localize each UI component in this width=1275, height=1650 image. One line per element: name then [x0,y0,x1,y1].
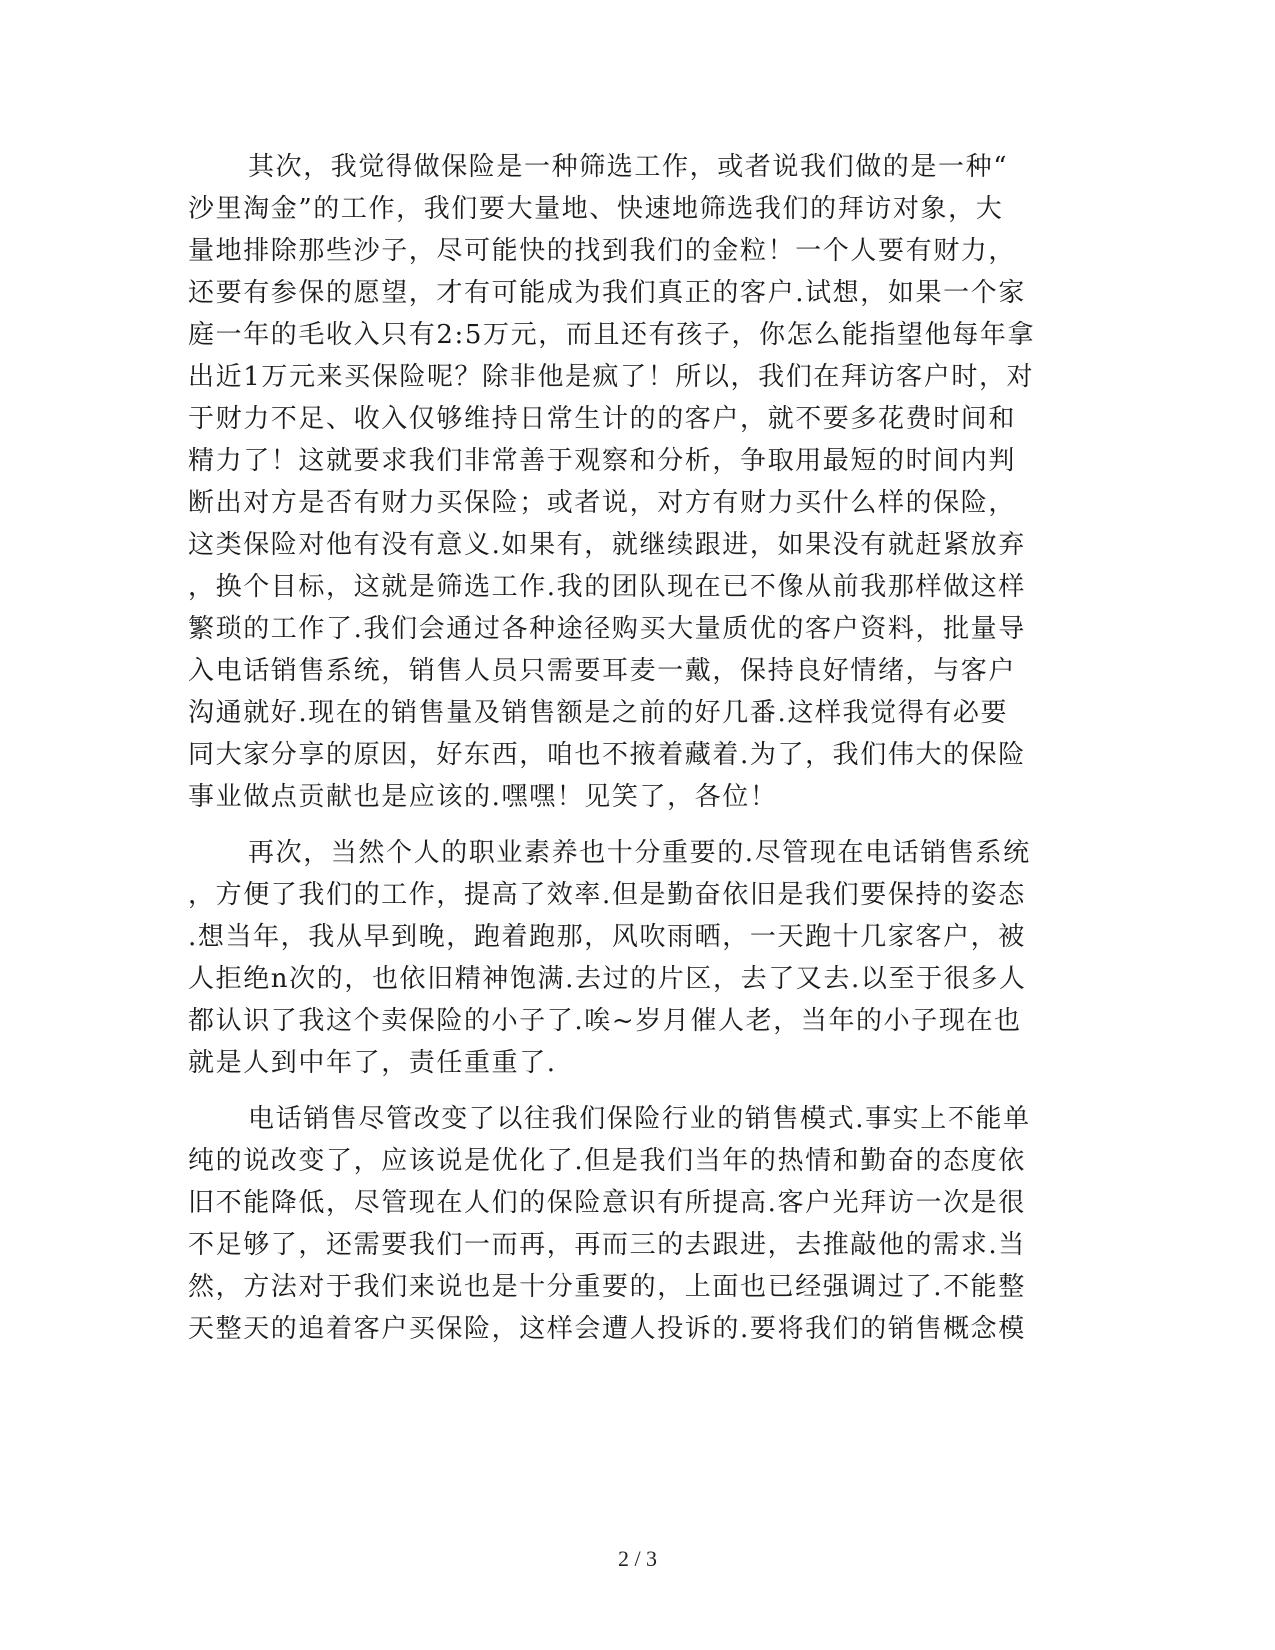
text-line: 同大家分享的原因，好东西，咱也不掖着藏着.为了，我们伟大的保险 [188,740,1026,770]
text-line: 精力了！这就要求我们非常善于观察和分析，争取用最短的时间内判 [188,446,1017,476]
text-line: 都认识了我这个卖保险的小子了.唉~岁月催人老，当年的小子现在也 [188,1006,1022,1036]
text-line: 这类保险对他有没有意义.如果有，就继续跟进，如果没有就赶紧放弃 [188,530,1026,560]
paragraph-3 [188,1098,1078,1350]
text-line: 沙里淘金”的工作，我们要大量地、快速地筛选我们的拜访对象，大 [188,194,1004,224]
text-line: 纯的说改变了，应该说是优化了.但是我们当年的热情和勤奋的态度依 [188,1146,1026,1176]
text-line: 沟通就好.现在的销售量及销售额是之前的好几番.这样我觉得有必要 [188,698,1009,728]
text-line: 入电话销售系统，销售人员只需要耳麦一戴，保持良好情绪，与客户 [188,656,1017,686]
text-line: 量地排除那些沙子，尽可能快的找到我们的金粒！一个人要有财力， [188,236,1017,266]
page-number: 2 / 3 [617,1546,658,1571]
text-line: 事业做点贡献也是应该的.嘿嘿！见笑了，各位！ [188,782,778,812]
text-line: 其次，我觉得做保险是一种筛选工作，或者说我们做的是一种“ [248,152,1009,182]
text-line: ，换个目标，这就是筛选工作.我的团队现在已不像从前我那样做这样 [188,572,1026,602]
text-line: 断出对方是否有财力买保险；或者说，对方有财力买什么样的保险， [188,488,1017,518]
text-line: 天整天的追着客户买保险，这样会遭人投诉的.要将我们的销售概念模 [188,1314,1026,1344]
text-line: 人拒绝n次的，也依旧精神饱满.去过的片区，去了又去.以至于很多人 [188,964,1027,994]
text-line: 还要有参保的愿望，才有可能成为我们真正的客户.试想，如果一个家 [188,278,1026,308]
text-line: 旧不能降低，尽管现在人们的保险意识有所提高.客户光拜访一次是很 [188,1188,1026,1218]
text-line: 然，方法对于我们来说也是十分重要的，上面也已经强调过了.不能整 [188,1272,1026,1302]
text-line: 不足够了，还需要我们一而再，再而三的去跟进，去推敲他的需求.当 [188,1230,1026,1260]
text-line: .想当年，我从早到晚，跑着跑那，风吹雨晒，一天跑十几家客户，被 [188,922,1026,952]
document-body [188,146,1078,1364]
text-line: 电话销售尽管改变了以往我们保险行业的销售模式.事实上不能单 [248,1104,1031,1134]
text-line: ，方便了我们的工作，提高了效率.但是勤奋依旧是我们要保持的姿态 [188,880,1026,910]
text-line: 庭一年的毛收入只有2:5万元，而且还有孩子，你怎么能指望他每年拿 [188,320,1036,350]
text-line: 于财力不足、收入仅够维持日常生计的的客户，就不要多花费时间和 [188,404,1017,434]
text-line: 出近1万元来买保险呢？除非他是疯了！所以，我们在拜访客户时，对 [188,362,1035,392]
text-line: 繁琐的工作了.我们会通过各种途径购买大量质优的客户资料，批量导 [188,614,1026,644]
text-line: 再次，当然个人的职业素养也十分重要的.尽管现在电话销售系统 [248,838,1031,868]
text-line: 就是人到中年了，责任重重了. [188,1048,557,1078]
paragraph-2 [188,832,1078,1084]
paragraph-1 [188,146,1078,818]
